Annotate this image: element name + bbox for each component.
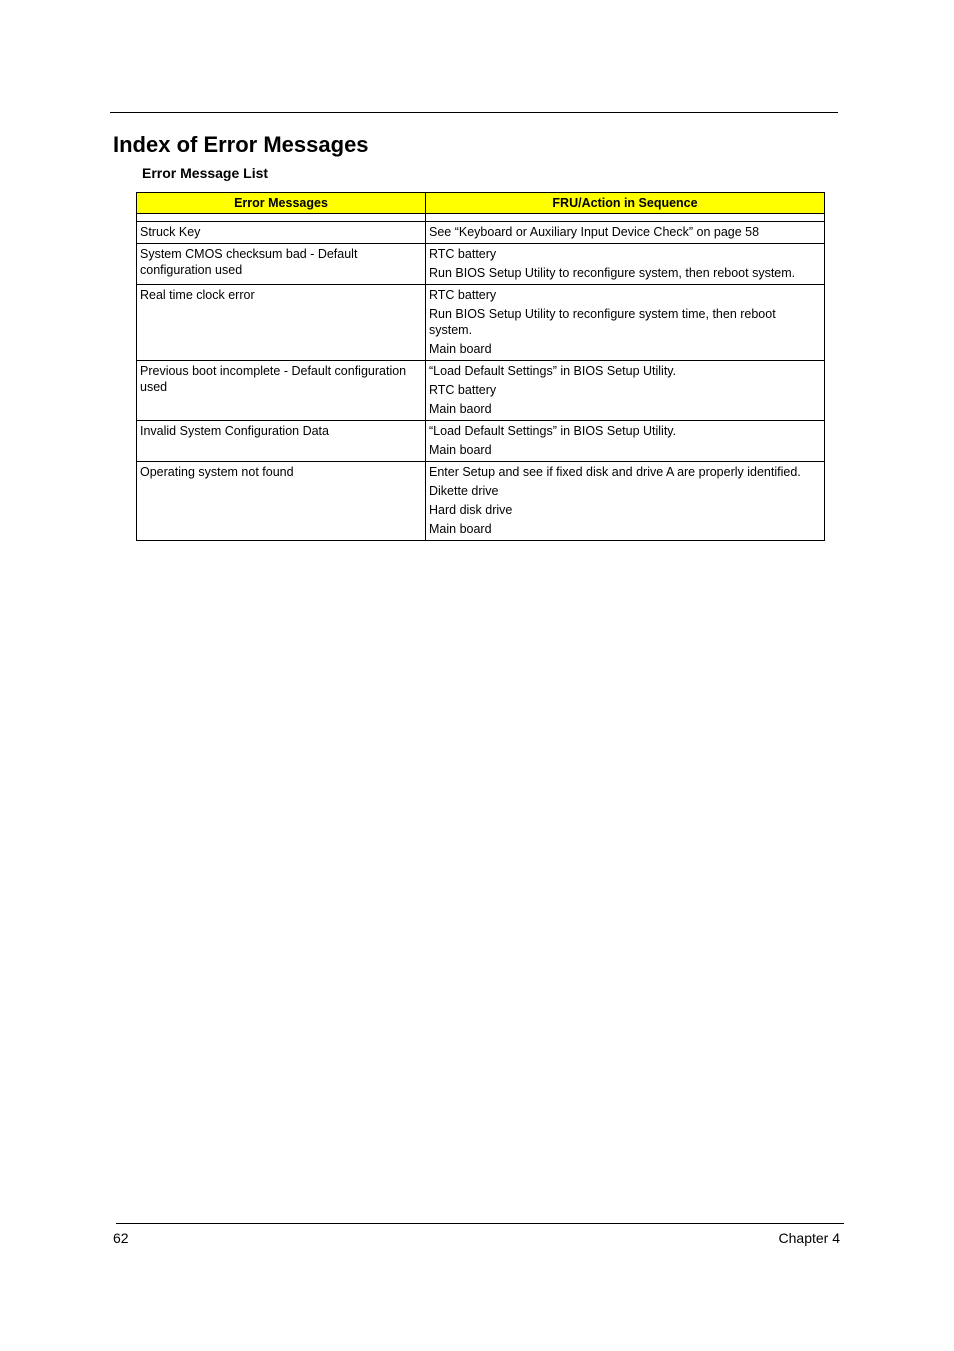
page-number: 62 (113, 1230, 129, 1246)
action-item: See “Keyboard or Auxiliary Input Device Check” on page 58 (429, 225, 760, 239)
action-item: Main board (429, 342, 492, 356)
action-item: Main board (429, 522, 492, 536)
action-item: Hard disk drive (429, 503, 513, 517)
page-title: Index of Error Messages (113, 132, 369, 157)
chapter-label: Chapter 4 (778, 1230, 840, 1246)
error-message-cell: Previous boot incomplete - Default configuration used (137, 361, 426, 421)
action-item: RTC battery (429, 288, 497, 302)
action-item: “Load Default Settings” in BIOS Setup Utility. (429, 424, 677, 438)
section-title: Error Message List (142, 165, 269, 181)
error-message-cell: Invalid System Configuration Data (137, 421, 426, 462)
action-cell (426, 244, 825, 285)
action-item: Run BIOS Setup Utility to reconfigure system, then reboot system. (429, 266, 796, 280)
header-gap-cell (426, 214, 825, 222)
action-cell (426, 462, 825, 541)
action-item: RTC battery (429, 383, 497, 397)
action-item: RTC battery (429, 247, 497, 261)
action-item: Dikette drive (429, 484, 499, 498)
table-row (137, 421, 825, 462)
table-row (137, 462, 825, 541)
top-rule (110, 112, 838, 113)
action-cell (426, 222, 825, 244)
header-gap-row (137, 214, 825, 222)
bottom-rule (116, 1223, 844, 1224)
error-message-cell: Real time clock error (137, 285, 426, 361)
action-item: Enter Setup and see if fixed disk and drive A are properly identified. (429, 465, 801, 479)
action-item: Run BIOS Setup Utility to reconfigure system time, then reboot system. (429, 307, 776, 337)
table-row (137, 361, 825, 421)
table-row (137, 285, 825, 361)
error-message-cell: System CMOS checksum bad - Default configuration used (137, 244, 426, 285)
action-cell (426, 421, 825, 462)
table-row (137, 244, 825, 285)
action-item: Main board (429, 443, 492, 457)
table-header-row (137, 193, 825, 214)
action-cell (426, 285, 825, 361)
action-cell (426, 361, 825, 421)
action-item: Main baord (429, 402, 492, 416)
table-row (137, 222, 825, 244)
header-gap-cell (137, 214, 426, 222)
action-item: “Load Default Settings” in BIOS Setup Utility. (429, 364, 677, 378)
error-message-table (136, 192, 825, 541)
header-fru-action: FRU/Action in Sequence (426, 193, 825, 214)
header-error-messages: Error Messages (137, 193, 426, 214)
error-message-cell: Operating system not found (137, 462, 426, 541)
error-message-cell: Struck Key (137, 222, 426, 244)
